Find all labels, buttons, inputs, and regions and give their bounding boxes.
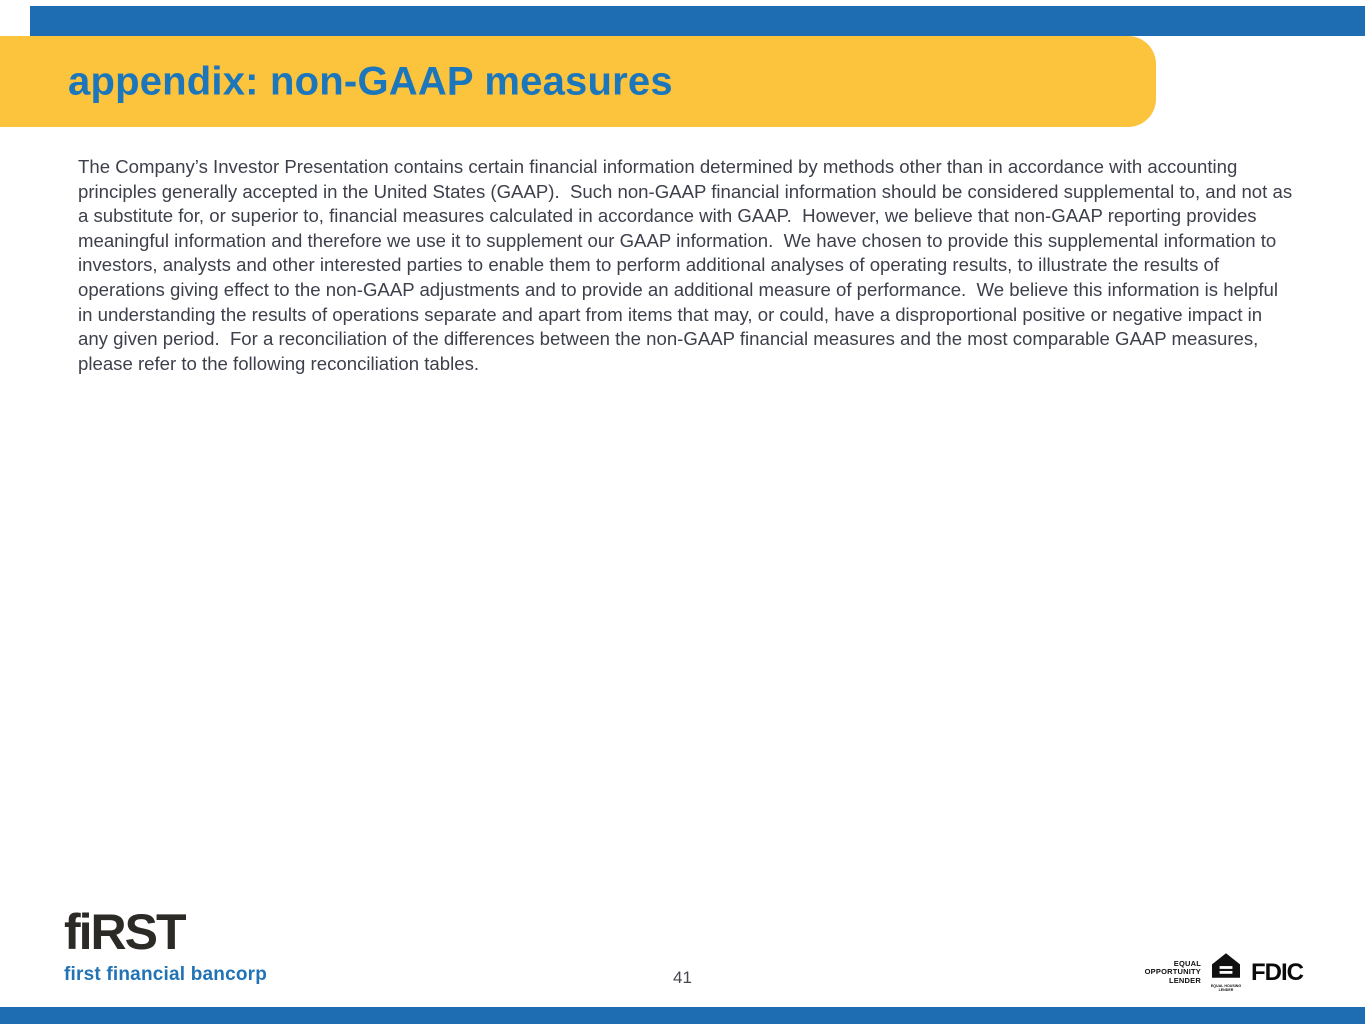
logo-subtitle: first financial bancorp <box>64 964 268 985</box>
equal-housing-lender-label: EQUAL HOUSING LENDER <box>1210 984 1242 992</box>
fdic-logo: FDIC <box>1251 958 1303 986</box>
compliance-badges <box>1145 953 1303 992</box>
top-accent-bar <box>30 6 1365 36</box>
equal-housing-lender-icon <box>1212 953 1240 983</box>
title-banner <box>0 36 1156 127</box>
slide-title: appendix: non-GAAP measures <box>68 59 673 103</box>
bottom-accent-bar <box>0 1007 1365 1024</box>
equal-opportunity-lender-label: EQUAL OPPORTUNITY LENDER <box>1144 958 1201 985</box>
equal-housing-lender-badge <box>1210 953 1242 992</box>
logo-wordmark: fiRST <box>64 904 185 960</box>
body-paragraph: The Company’s Investor Presentation contains certain financial information determined by methods other than in accordance with accounting principles generally accepted in the United States (GAAP). Such non-GAAP financial information should be considered supplemental to, and not as a substitute for, or superior to, financial measures calculated in accordance with GAAP. However, we believe that non-GAAP reporting provides meaningful information and therefore we use it to supplement our GAAP information. We have chosen to provide this supplemental information to investors, analysts and other interested parties to enable them to perform additional analyses of operating results, to illustrate the results of operations giving effect to the non-GAAP adjustments and to provide an additional measure of performance. We believe this information is helpful in understanding the results of operations separate and apart from items that may, or could, have a disproportional positive or negative impact in any given period. For a reconciliation of the differences between the non-GAAP financial measures and the most comparable GAAP measures, please refer to the following reconciliation tables. <box>78 156 1298 374</box>
page-number: 41 <box>673 968 692 987</box>
